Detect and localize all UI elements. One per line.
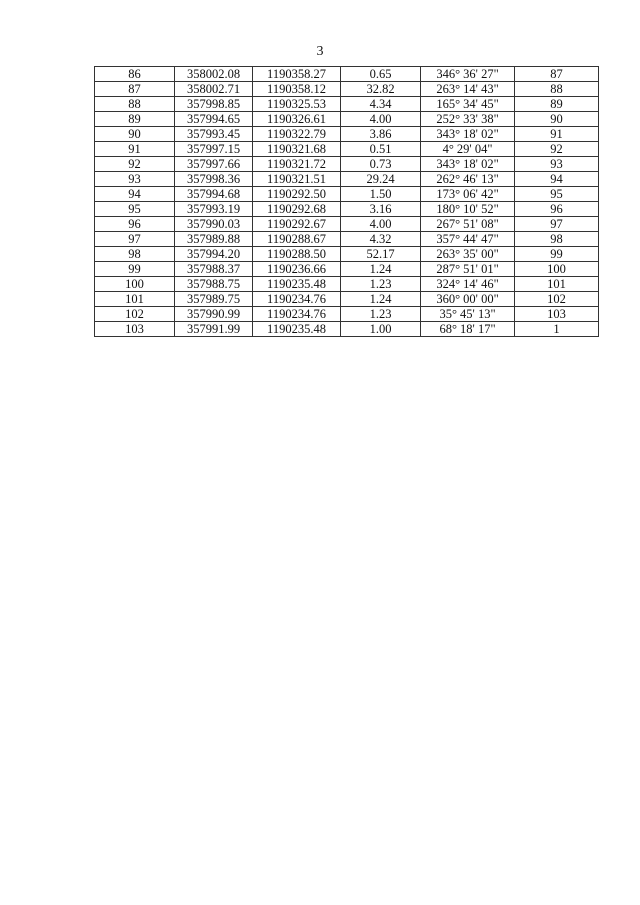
table-row	[95, 277, 599, 292]
next-point-cell: 91	[515, 127, 599, 142]
point-number-cell: 89	[95, 112, 175, 127]
y-coordinate-cell: 1190235.48	[253, 277, 341, 292]
next-point-cell: 90	[515, 112, 599, 127]
distance-cell: 4.00	[341, 112, 421, 127]
table-row	[95, 187, 599, 202]
x-coordinate-cell: 357989.88	[175, 232, 253, 247]
point-number-cell: 103	[95, 322, 175, 337]
x-coordinate-cell: 357994.20	[175, 247, 253, 262]
table-row	[95, 292, 599, 307]
point-number-cell: 99	[95, 262, 175, 277]
bearing-cell: 267° 51' 08"	[421, 217, 515, 232]
x-coordinate-cell: 357994.68	[175, 187, 253, 202]
coordinates-table	[94, 66, 599, 337]
distance-cell: 1.24	[341, 292, 421, 307]
point-number-cell: 100	[95, 277, 175, 292]
point-number-cell: 86	[95, 67, 175, 82]
point-number-cell: 98	[95, 247, 175, 262]
distance-cell: 52.17	[341, 247, 421, 262]
x-coordinate-cell: 358002.08	[175, 67, 253, 82]
x-coordinate-cell: 357988.75	[175, 277, 253, 292]
next-point-cell: 103	[515, 307, 599, 322]
bearing-cell: 68° 18' 17"	[421, 322, 515, 337]
distance-cell: 29.24	[341, 172, 421, 187]
next-point-cell: 95	[515, 187, 599, 202]
next-point-cell: 96	[515, 202, 599, 217]
x-coordinate-cell: 357993.45	[175, 127, 253, 142]
distance-cell: 4.32	[341, 232, 421, 247]
bearing-cell: 263° 35' 00"	[421, 247, 515, 262]
x-coordinate-cell: 358002.71	[175, 82, 253, 97]
bearing-cell: 262° 46' 13"	[421, 172, 515, 187]
table-row	[95, 97, 599, 112]
next-point-cell: 88	[515, 82, 599, 97]
next-point-cell: 101	[515, 277, 599, 292]
table-row	[95, 67, 599, 82]
y-coordinate-cell: 1190358.12	[253, 82, 341, 97]
y-coordinate-cell: 1190321.72	[253, 157, 341, 172]
bearing-cell: 252° 33' 38"	[421, 112, 515, 127]
point-number-cell: 91	[95, 142, 175, 157]
distance-cell: 4.34	[341, 97, 421, 112]
y-coordinate-cell: 1190235.48	[253, 322, 341, 337]
next-point-cell: 94	[515, 172, 599, 187]
coordinates-table-body	[95, 67, 599, 337]
table-row	[95, 307, 599, 322]
next-point-cell: 87	[515, 67, 599, 82]
page-number: 3	[316, 44, 324, 59]
y-coordinate-cell: 1190234.76	[253, 292, 341, 307]
next-point-cell: 99	[515, 247, 599, 262]
table-row	[95, 157, 599, 172]
table-row	[95, 247, 599, 262]
point-number-cell: 96	[95, 217, 175, 232]
y-coordinate-cell: 1190321.68	[253, 142, 341, 157]
distance-cell: 1.24	[341, 262, 421, 277]
y-coordinate-cell: 1190288.67	[253, 232, 341, 247]
next-point-cell: 102	[515, 292, 599, 307]
y-coordinate-cell: 1190292.67	[253, 217, 341, 232]
distance-cell: 1.50	[341, 187, 421, 202]
y-coordinate-cell: 1190292.68	[253, 202, 341, 217]
x-coordinate-cell: 357994.65	[175, 112, 253, 127]
x-coordinate-cell: 357998.85	[175, 97, 253, 112]
y-coordinate-cell: 1190234.76	[253, 307, 341, 322]
bearing-cell: 4° 29' 04"	[421, 142, 515, 157]
x-coordinate-cell: 357993.19	[175, 202, 253, 217]
x-coordinate-cell: 357989.75	[175, 292, 253, 307]
distance-cell: 3.16	[341, 202, 421, 217]
distance-cell: 0.51	[341, 142, 421, 157]
bearing-cell: 357° 44' 47"	[421, 232, 515, 247]
bearing-cell: 35° 45' 13"	[421, 307, 515, 322]
x-coordinate-cell: 357988.37	[175, 262, 253, 277]
point-number-cell: 92	[95, 157, 175, 172]
point-number-cell: 90	[95, 127, 175, 142]
table-row	[95, 127, 599, 142]
distance-cell: 3.86	[341, 127, 421, 142]
y-coordinate-cell: 1190358.27	[253, 67, 341, 82]
next-point-cell: 89	[515, 97, 599, 112]
point-number-cell: 94	[95, 187, 175, 202]
distance-cell: 1.23	[341, 277, 421, 292]
point-number-cell: 95	[95, 202, 175, 217]
bearing-cell: 173° 06' 42"	[421, 187, 515, 202]
y-coordinate-cell: 1190288.50	[253, 247, 341, 262]
table-row	[95, 322, 599, 337]
distance-cell: 1.00	[341, 322, 421, 337]
point-number-cell: 87	[95, 82, 175, 97]
x-coordinate-cell: 357997.15	[175, 142, 253, 157]
distance-cell: 1.23	[341, 307, 421, 322]
y-coordinate-cell: 1190321.51	[253, 172, 341, 187]
distance-cell: 32.82	[341, 82, 421, 97]
y-coordinate-cell: 1190325.53	[253, 97, 341, 112]
next-point-cell: 92	[515, 142, 599, 157]
point-number-cell: 102	[95, 307, 175, 322]
x-coordinate-cell: 357990.03	[175, 217, 253, 232]
table-row	[95, 172, 599, 187]
bearing-cell: 180° 10' 52"	[421, 202, 515, 217]
distance-cell: 0.65	[341, 67, 421, 82]
y-coordinate-cell: 1190326.61	[253, 112, 341, 127]
bearing-cell: 324° 14' 46"	[421, 277, 515, 292]
next-point-cell: 1	[515, 322, 599, 337]
table-row	[95, 217, 599, 232]
bearing-cell: 343° 18' 02"	[421, 127, 515, 142]
table-row	[95, 82, 599, 97]
distance-cell: 4.00	[341, 217, 421, 232]
x-coordinate-cell: 357990.99	[175, 307, 253, 322]
bearing-cell: 343° 18' 02"	[421, 157, 515, 172]
y-coordinate-cell: 1190236.66	[253, 262, 341, 277]
table-row	[95, 112, 599, 127]
table-row	[95, 142, 599, 157]
next-point-cell: 97	[515, 217, 599, 232]
point-number-cell: 101	[95, 292, 175, 307]
bearing-cell: 346° 36' 27"	[421, 67, 515, 82]
x-coordinate-cell: 357998.36	[175, 172, 253, 187]
point-number-cell: 97	[95, 232, 175, 247]
table-row	[95, 232, 599, 247]
next-point-cell: 93	[515, 157, 599, 172]
point-number-cell: 88	[95, 97, 175, 112]
y-coordinate-cell: 1190292.50	[253, 187, 341, 202]
table-row	[95, 202, 599, 217]
x-coordinate-cell: 357991.99	[175, 322, 253, 337]
bearing-cell: 360° 00' 00"	[421, 292, 515, 307]
y-coordinate-cell: 1190322.79	[253, 127, 341, 142]
bearing-cell: 287° 51' 01"	[421, 262, 515, 277]
x-coordinate-cell: 357997.66	[175, 157, 253, 172]
next-point-cell: 98	[515, 232, 599, 247]
distance-cell: 0.73	[341, 157, 421, 172]
next-point-cell: 100	[515, 262, 599, 277]
table-row	[95, 262, 599, 277]
bearing-cell: 165° 34' 45"	[421, 97, 515, 112]
bearing-cell: 263° 14' 43"	[421, 82, 515, 97]
point-number-cell: 93	[95, 172, 175, 187]
